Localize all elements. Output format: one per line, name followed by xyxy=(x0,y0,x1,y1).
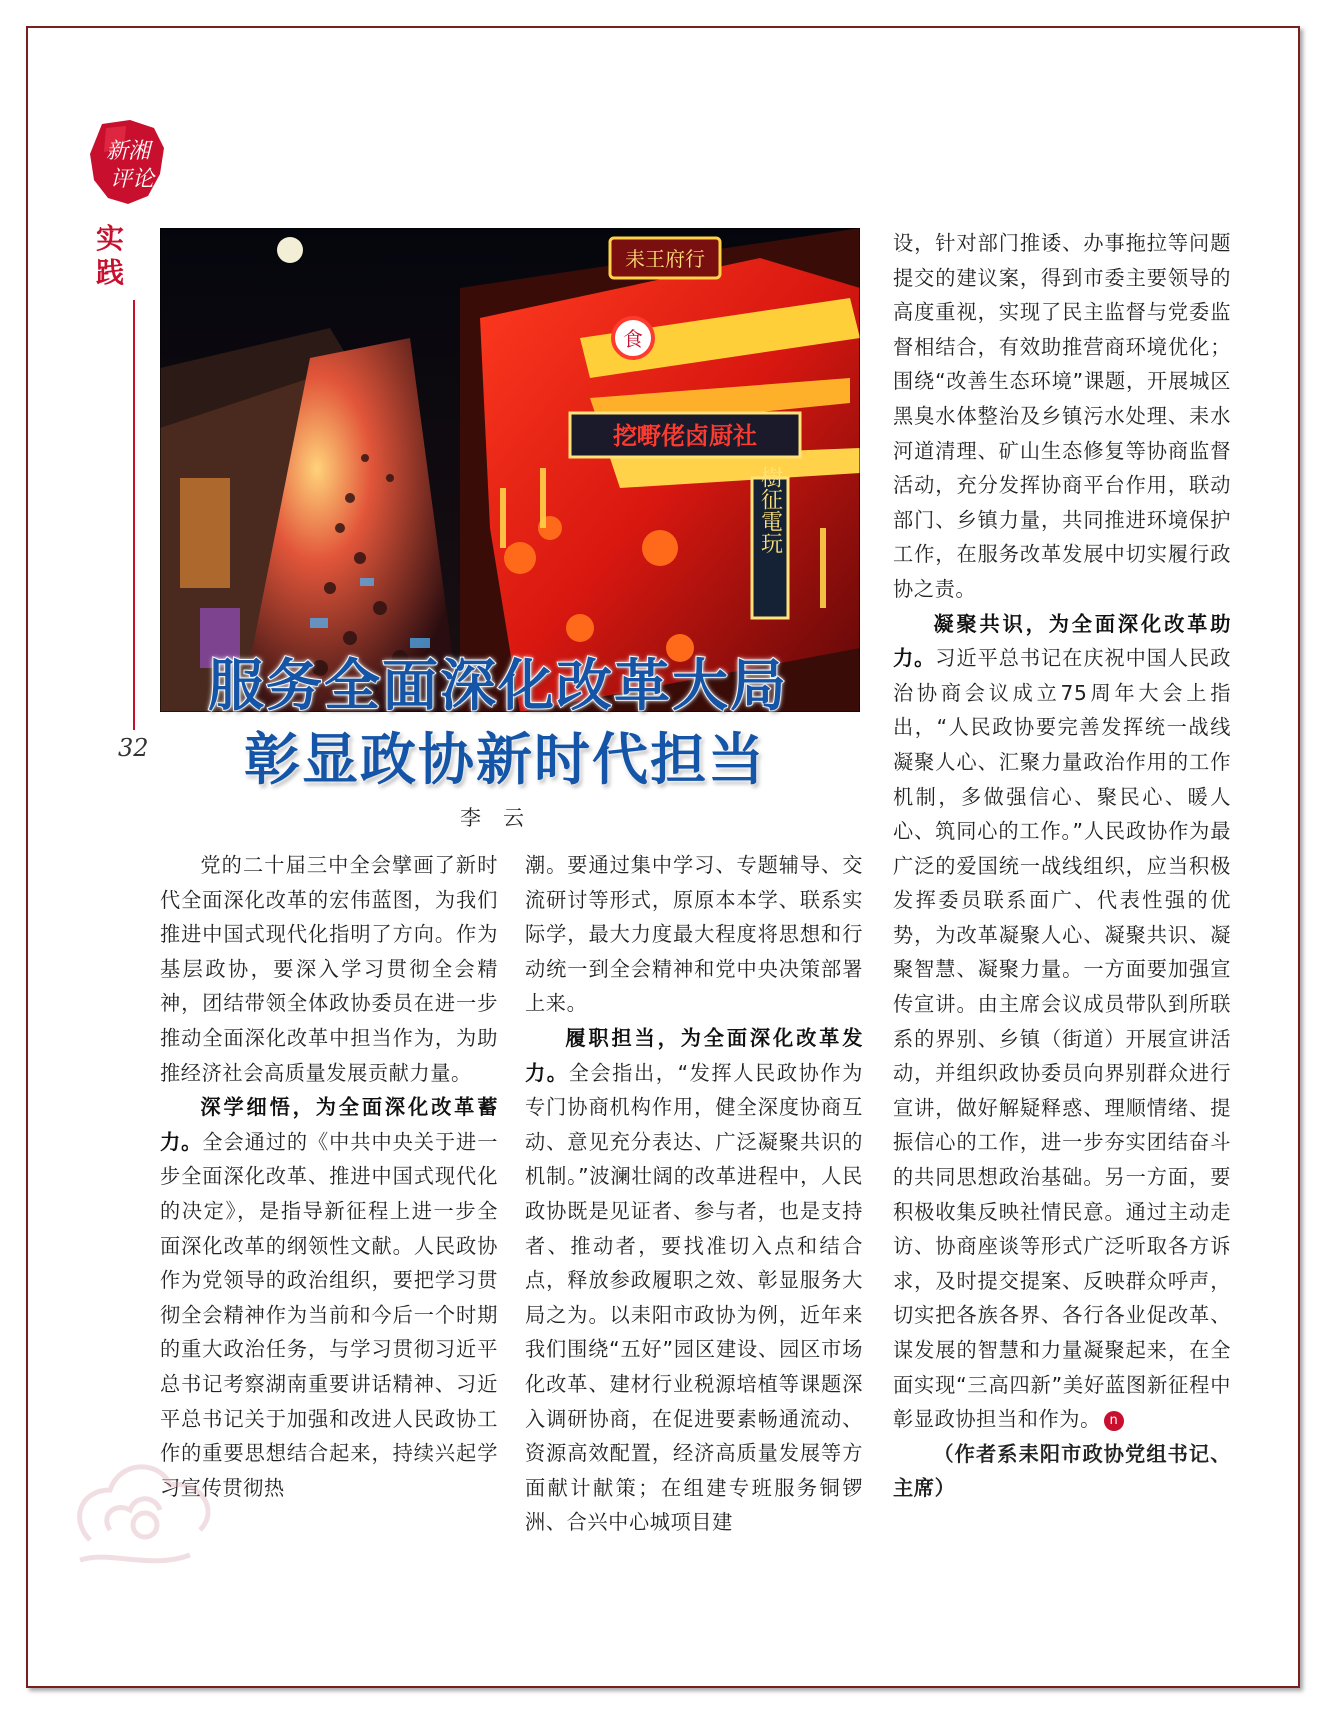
shop-sign-1: 耒王府行 xyxy=(625,247,705,271)
magazine-logo xyxy=(88,118,168,206)
end-mark-icon: n xyxy=(1104,1411,1124,1431)
section-tag: 实践 xyxy=(95,222,124,289)
headline xyxy=(160,650,880,798)
body-column-1 xyxy=(160,848,498,1505)
paragraph-consensus xyxy=(893,607,1231,1437)
headline-line-1: 服务全面深化改革大局 xyxy=(208,653,788,719)
decorative-cloud-pattern xyxy=(60,1430,230,1580)
author-footnote: （作者系耒阳市政协党组书记、主席） xyxy=(893,1441,1231,1501)
paragraph-duty-cont: 设，针对部门推诿、办事拖拉等问题提交的建议案，得到市委主要领导的高度重视，实现了民主监督与党委监督相结合，有效助推营商环境优化；围绕“改善生态环境”课题，开展城区黑臭水体整治及乡镇污水处理、耒水河道清理、矿山生态修复等协商监督活动，充分发挥协商平台作用，联动部门、乡镇力量，共同推进环境保护工作，在服务改革发展中切实履行政协之责。 xyxy=(893,231,1231,601)
shop-sign-2: 挖嘢佬卤厨社 xyxy=(613,422,757,450)
body-column-3 xyxy=(893,226,1231,1506)
paragraph-duty-lead: 履职担当，为全面深化改革发力。 xyxy=(525,1025,863,1085)
logo-text-bottom: 评论 xyxy=(109,167,155,192)
paragraph-duty xyxy=(525,1021,863,1540)
paragraph-study-cont: 潮。要通过集中学习、专题辅导、交流研讨等形式，原原本本学、联系实际学，最大力度最大程度将思想和行动统一到全会精神和党中央决策部署上来。 xyxy=(525,853,863,1016)
paragraph-consensus-body: 习近平总书记在庆祝中国人民政治协商会议成立75周年大会上指出，“人民政协要完善发挥统一战线凝聚人心、汇聚力量政治作用的工作机制，多做强信心、聚民心、暖人心、筑同心的工作。”人民政协作为最广泛的爱国统一战线组织，应当积极发挥委员联系面广、代表性强的优势，为改革凝聚人心、凝聚共识、凝聚智慧、凝聚力量。一方面要加强宣传宣讲。由主席会议成员带队到所联系的界别、乡镇（街道）开展宣讲活动，并组织政协委员向界别群众进行宣讲，做好解疑释惑、理顺情绪、提振信心的工作，进一步夯实团结奋斗的共同思想政治基础。另一方面，要积极收集反映社情民意。通过主动走访、协商座谈等形式广泛听取各方诉求，及时提交提案、反映群众呼声，切实把各族各界、各行各业促改革、谋发展的智慧和力量凝聚起来，在全面实现“三高四新”美好蓝图新征程中彰显政协担当和作为。 xyxy=(893,646,1231,1432)
body-column-2 xyxy=(525,848,863,1540)
moon-icon xyxy=(277,237,303,263)
night-street-photo xyxy=(160,228,860,712)
paragraph-consensus-lead: 凝聚共识，为全面深化改革助力。 xyxy=(893,611,1231,671)
paragraph-study-lead: 深学细悟，为全面深化改革蓄力。 xyxy=(160,1095,498,1154)
section-divider xyxy=(133,300,135,730)
paragraph-study-body: 全会通过的《中共中央关于进一步全面深化改革、推进中国式现代化的决定》，是指导新征程上进一步全面深化改革的纲领性文献。人民政协作为党领导的政治组织，要把学习贯彻全会精神作为当前和今后一个时期的重大政治任务，与学习贯彻习近平总书记考察湖南重要讲话精神、习近平总书记关于加强和改进人民政协工作的重要思想结合起来，持续兴起学习宣传贯彻热 xyxy=(160,1129,498,1500)
headline-line-2: 彰显政协新时代担当 xyxy=(244,727,766,793)
author-byline: 李云 xyxy=(460,806,546,830)
paragraph-intro: 党的二十届三中全会擘画了新时代全面深化改革的宏伟蓝图，为我们推进中国式现代化指明了方向。作为基层政协，要深入学习贯彻全会精神，团结带领全体政协委员在进一步推动全面深化改革中担当作为，为助推经济社会高质量发展贡献力量。 xyxy=(160,853,498,1085)
logo-text-top: 新湘 xyxy=(105,139,151,164)
page-number: 32 xyxy=(118,734,149,762)
shop-sign-4: 樹征電玩 xyxy=(757,466,783,554)
shop-sign-3: 食 xyxy=(623,327,643,351)
paragraph-duty-body: 全会指出，“发挥人民政协作为专门协商机构作用，健全深度协商互动、意见充分表达、广泛凝聚共识的机制。”波澜壮阔的改革进程中，人民政协既是见证者、参与者，也是支持者、推动者，要找准切入点和结合点，释放参政履职之效、彰显服务大局之为。以耒阳市政协为例，近年来我们围绕“五好”园区建设、园区市场化改革、建材行业税源培植等课题深入调研协商，在促进要素畅通流动、资源高效配置，经济高质量发展等方面献计献策；在组建专班服务铜锣洲、合兴中心城项目建 xyxy=(525,1060,863,1535)
